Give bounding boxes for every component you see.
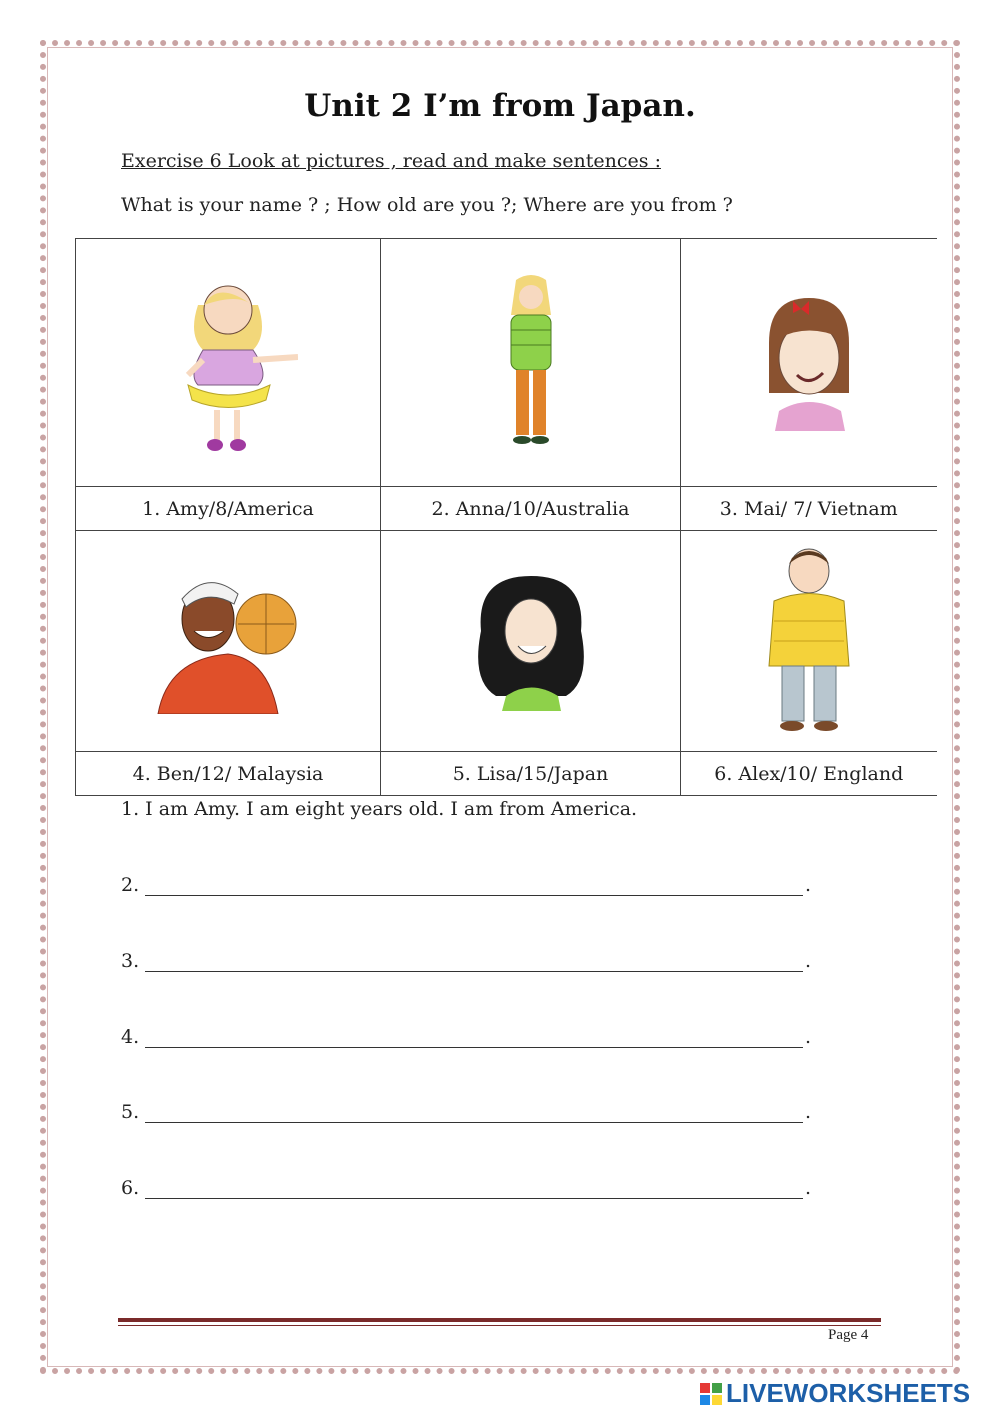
picture-cell [76, 239, 381, 487]
question-prompts: What is your name ? ; How old are you ?; Where are you from ? [121, 194, 733, 216]
boy-yellow-shirt-illustration [754, 546, 864, 736]
answer-line[interactable] [121, 1026, 811, 1048]
girl-purple-dress-illustration [158, 265, 298, 460]
page-title: Unit 2 I’m from Japan. [304, 88, 696, 124]
girl-green-shirt-illustration [486, 275, 576, 450]
footer-rule-thin [118, 1325, 881, 1326]
picture-cell [681, 531, 937, 752]
card-label: 4. Ben/12/ Malaysia [76, 752, 381, 796]
exercise-instruction: Exercise 6 Look at pictures , read and make sentences : [121, 150, 661, 172]
answer-line[interactable] [121, 874, 811, 896]
card-label: 2. Anna/10/Australia [381, 487, 681, 531]
answer-number: 4. [121, 1026, 140, 1048]
answer-period: . [804, 874, 811, 896]
answer-blank[interactable] [145, 1180, 803, 1199]
answer-number: 5. [121, 1101, 140, 1123]
brand-name: LIVEWORKSHEETS [726, 1378, 971, 1408]
brand-icon [700, 1383, 722, 1405]
picture-grid [75, 238, 937, 796]
boy-basketball-illustration [148, 569, 308, 714]
answer-blank[interactable] [145, 953, 803, 972]
answer-number: 3. [121, 950, 140, 972]
footer-rule [118, 1318, 881, 1322]
brand-logo [700, 1378, 970, 1409]
answer-blank[interactable] [145, 1029, 803, 1048]
answer-number: 2. [121, 874, 140, 896]
answer-blank[interactable] [145, 1104, 803, 1123]
picture-cell [681, 239, 937, 487]
page-number: Page 4 [828, 1327, 869, 1343]
girl-brown-hair-illustration [749, 293, 869, 433]
answer-line[interactable] [121, 950, 811, 972]
card-label: 1. Amy/8/America [76, 487, 381, 531]
picture-cell [76, 531, 381, 752]
answer-period: . [804, 1177, 811, 1199]
answer-blank[interactable] [145, 877, 803, 896]
picture-cell [381, 531, 681, 752]
answer-number: 6. [121, 1177, 140, 1199]
answer-period: . [804, 1101, 811, 1123]
girl-black-hair-illustration [466, 571, 596, 711]
answer-line[interactable] [121, 1177, 811, 1199]
card-label: 5. Lisa/15/Japan [381, 752, 681, 796]
answer-period: . [804, 1026, 811, 1048]
card-label: 6. Alex/10/ England [681, 752, 937, 796]
example-answer: 1. I am Amy. I am eight years old. I am from America. [121, 798, 638, 820]
answer-line[interactable] [121, 1101, 811, 1123]
answer-period: . [804, 950, 811, 972]
card-label: 3. Mai/ 7/ Vietnam [681, 487, 937, 531]
picture-cell [381, 239, 681, 487]
